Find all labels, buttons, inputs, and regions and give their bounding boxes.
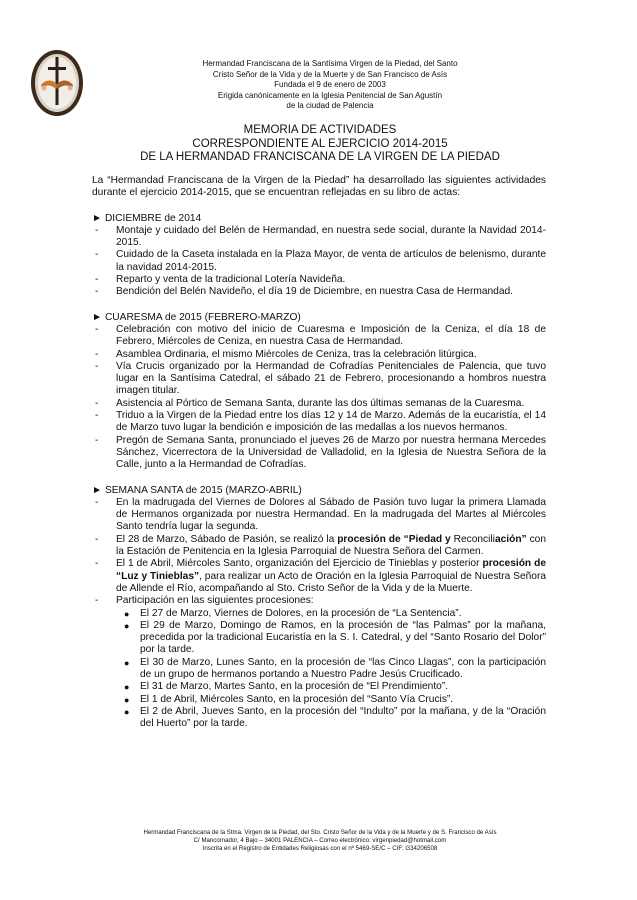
- bullet-icon: ●: [124, 682, 130, 693]
- list-item-text: Participación en las siguientes procesiones:: [116, 595, 314, 607]
- list-item-text: Celebración con motivo del inicio de Cuaresma e Imposición de la Ceniza, el día 18 de Febrero, Miércoles de Ceniza, en nuestra Casa de Hermandad.: [116, 323, 546, 348]
- list-item: - Reparto y venta de la tradicional Lotería Navideña.: [95, 274, 346, 286]
- list-item-text: Reparto y venta de la tradicional Lotería Navideña.: [116, 274, 346, 286]
- header-line: Hermandad Franciscana de la Santísima Virgen de la Piedad, del Santo: [202, 59, 458, 68]
- procession-list-item: [92, 694, 546, 706]
- list-item: - El 1 de Abril, Miércoles Santo, organización del Ejercicio de Tinieblas y posterior procesión de “Luz y Tinieblas”, para realizar un Acto de Oración en la Iglesia Parroquial de Nuestra Señora de Allende el Río, acompañando al Sto. Cristo Señor de la Vida y de la Muerte.: [95, 558, 547, 594]
- list-item-text: Asistencia al Pórtico de Semana Santa, durante las dos últimas semanas de la Cuaresma.: [116, 397, 525, 409]
- document-body: [92, 175, 546, 730]
- footer-line: C/ Mancornador, 4 Bajo – 34001 PALENCIA – Correo electrónico: virgenpiedad@hotmail.com: [193, 837, 447, 845]
- list-item-text: Montaje y cuidado del Belén de Hermandad, en nuestra sede social, durante la Navidad 2014-2015.: [116, 224, 546, 249]
- list-item: - Vía Crucis organizado por la Hermandad de Cofradías Penitenciales de Palencia, que tuvo lugar en la Santísima Catedral, el sábado 21 de Febrero, procesionando a hombros nuestra imagen titular.: [95, 360, 546, 397]
- list-item-text: Reconcili: [450, 533, 495, 545]
- section-heading-text: CUARESMA de 2015 (FEBRERO-MARZO): [104, 311, 301, 323]
- procession-text: El 1 de Abril, Miércoles Santo, en la procesión del “Santo Vía Crucis”.: [140, 693, 454, 705]
- header-line: Erigida canónicamente en la Iglesia Penitencial de San Agustín: [217, 90, 443, 100]
- document-title: [90, 124, 550, 165]
- title-line: DE LA HERMANDAD FRANCISCANA DE LA VIRGEN DE LA PIEDAD: [140, 151, 500, 163]
- header-line: Fundada el 9 de enero de 2003: [274, 80, 386, 89]
- procession-text: El 30 de Marzo, Lunes Santo, en la procesión de “las Cinco Llagas”, con la participación de un grupo de hermanos portando a Nuestro Padre Jesús Crucificado.: [140, 656, 546, 680]
- procession-list-item: [92, 706, 546, 731]
- list-item: - Cuidado de la Caseta instalada en la Plaza Mayor, de venta de artículos de belenismo, durante la navidad 2014-2015.: [95, 249, 546, 273]
- procession-list-item: [92, 681, 546, 693]
- list-item: - Bendición del Belén Navideño, el día 19 de Diciembre, en nuestra Casa de Hermandad.: [95, 286, 513, 298]
- bullet-icon: ●: [124, 608, 130, 619]
- procession-list-item: [92, 608, 546, 620]
- section-heading: [92, 312, 546, 324]
- section-heading-text: DICIEMBRE de 2014: [104, 212, 202, 224]
- footer-line: Hermandad Franciscana de la Stma. Virgen de la Piedad, del Sto. Cristo Señor de la Vida y de la Muerte y de S. Francisco de Asís: [143, 829, 497, 836]
- header-line: de la ciudad de Palencia: [286, 101, 374, 110]
- list-item-text: con la Estación de Penitencia en la Iglesia Parroquial de Nuestra Señora del Carmen.: [116, 533, 547, 558]
- bullet-icon: ●: [124, 657, 130, 668]
- title-line: MEMORIA DE ACTIVIDADES: [243, 124, 397, 136]
- header-line: Cristo Señor de la Vida y de la Muerte y de San Francisco de Asís: [212, 69, 448, 79]
- title-line: CORRESPONDIENTE AL EJERCICIO 2014-2015: [192, 137, 448, 150]
- list-item: - Triduo a la Virgen de la Piedad entre los días 12 y 14 de Marzo. Además de la eucaristía, el 14 de Marzo tuvo lugar la bendición e imposición de las medallas a los nuevos hermanos.: [95, 410, 546, 434]
- brotherhood-emblem-logo: [29, 45, 85, 119]
- list-item: - Pregón de Semana Santa, pronunciado el jueves 26 de Marzo por nuestra hermana Mercedes Sánchez, Vicerrectora de la Universidad de Valladolid, en la Iglesia de Nuestra Señora de la Calle, junto a la Hermandad de Cofradías.: [95, 434, 546, 471]
- list-item-text: Bendición del Belén Navideño, el día 19 de Diciembre, en nuestra Casa de Hermandad.: [116, 286, 513, 298]
- procession-name-bold: procesión de “Piedad y: [337, 533, 451, 545]
- list-item: - Montaje y cuidado del Belén de Hermandad, en nuestra sede social, durante la Navidad 2014-2015.: [95, 224, 546, 249]
- list-item: - Participación en las siguientes procesiones:: [95, 595, 314, 607]
- footer-line: Inscrita en el Registro de Entidades Religiosas con el nº 5469-SE/C – CIF: G34206508: [202, 845, 438, 853]
- list-item-text: En la madrugada del Viernes de Dolores al Sábado de Pasión tuvo lugar la primera Llamada de Hermanos organizada por nuestra Hermandad. En la madrugada del Martes al Miércoles Santo tendría lugar la segunda.: [116, 496, 546, 533]
- arrow-marker-icon: ►: [92, 212, 103, 224]
- list-item: - El 28 de Marzo, Sábado de Pasión, se realizó la procesión de “Piedad y Reconciliación” con la Estación de Penitencia en la Iglesia Parroquial de Nuestra Señora del Carmen.: [95, 533, 547, 558]
- procession-name-bold: ación”: [494, 533, 527, 545]
- header-block: [130, 59, 530, 112]
- list-item-text: , para realizar un Acto de Oración en la Iglesia Parroquial de Nuestra Señora de Allende el Río, acompañando al Sto. Cristo Señor de la Vida y de la Muerte.: [116, 570, 547, 594]
- section-cuaresma: [92, 312, 546, 472]
- list-item-text: Cuidado de la Caseta instalada en la Plaza Mayor, de venta de artículos de belenismo, durante la navidad 2014-2015.: [116, 249, 546, 273]
- procession-text: El 27 de Marzo, Viernes de Dolores, en la procesión de “La Sentencia”.: [140, 607, 462, 619]
- intro-paragraph: La “Hermandad Franciscana de la Virgen de la Piedad” ha desarrollado las siguientes actividades durante el ejercicio 2014-2015, que se encuentran reflejadas en su libro de actas:: [92, 175, 546, 199]
- list-item-text: El 1 de Abril, Miércoles Santo, organización del Ejercicio de Tinieblas y posterior: [116, 558, 483, 570]
- procession-list-item: [92, 657, 546, 682]
- section-heading-text: SEMANA SANTA de 2015 (MARZO-ABRIL): [104, 484, 302, 496]
- section-heading: [92, 485, 546, 497]
- procession-name-bold: procesión de “Luz y Tinieblas”: [116, 558, 547, 582]
- bullet-icon: ●: [124, 706, 130, 717]
- bullet-icon: ●: [124, 694, 130, 705]
- list-item-text: Asamblea Ordinaria, el mismo Miércoles de Ceniza, tras la celebración litúrgica.: [116, 348, 477, 360]
- section-heading: [92, 213, 546, 225]
- list-item: - Celebración con motivo del inicio de Cuaresma e Imposición de la Ceniza, el día 18 de Febrero, Miércoles de Ceniza, en nuestra Casa de Hermandad.: [95, 323, 546, 348]
- list-item: - En la madrugada del Viernes de Dolores al Sábado de Pasión tuvo lugar la primera Llamada de Hermanos organizada por nuestra Hermandad. En la madrugada del Martes al Miércoles Santo tendría lugar la segunda.: [95, 496, 546, 533]
- list-item-text: Vía Crucis organizado por la Hermandad de Cofradías Penitenciales de Palencia, que tuvo lugar en la Santísima Catedral, el sábado 21 de Febrero, procesionando a hombros nuestra imagen titular.: [116, 360, 546, 397]
- list-item-text: Pregón de Semana Santa, pronunciado el jueves 26 de Marzo por nuestra hermana Mercedes Sánchez, Vicerrectora de la Universidad de Valladolid, en la Iglesia de Nuestra Señora de la Calle, junto a la Hermandad de Cofradías.: [116, 434, 546, 471]
- procession-list-item: [92, 620, 546, 657]
- procession-text: El 31 de Marzo, Martes Santo, en la procesión de “El Prendimiento”.: [140, 681, 449, 693]
- list-item-text: El 28 de Marzo, Sábado de Pasión, se realizó la: [116, 533, 338, 545]
- arrow-marker-icon: ►: [92, 484, 103, 496]
- arrow-marker-icon: ►: [92, 311, 103, 323]
- procession-text: El 29 de Marzo, Domingo de Ramos, en la procesión de “las Palmas” por la mañana, precedida por la tradicional Eucaristía en la S. I. Catedral, y del “Santo Rosario del Dolor” por la tarde.: [140, 619, 546, 656]
- section-semana-santa: [92, 485, 546, 731]
- section-diciembre: [92, 213, 546, 299]
- list-item: - Asamblea Ordinaria, el mismo Miércoles de Ceniza, tras la celebración litúrgica.: [95, 348, 477, 360]
- procession-text: El 2 de Abril, Jueves Santo, en la procesión del “Indulto” por la mañana, y de la “Oración del Huerto” por la tarde.: [140, 705, 546, 730]
- bullet-icon: ●: [124, 620, 130, 631]
- page-footer: [90, 829, 550, 854]
- list-item: - Asistencia al Pórtico de Semana Santa, durante las dos últimas semanas de la Cuaresma.: [95, 397, 525, 409]
- list-item-text: Triduo a la Virgen de la Piedad entre los días 12 y 14 de Marzo. Además de la eucaristía, el 14 de Marzo tuvo lugar la bendición e imposición de las medallas a los nuevos hermanos.: [116, 410, 546, 434]
